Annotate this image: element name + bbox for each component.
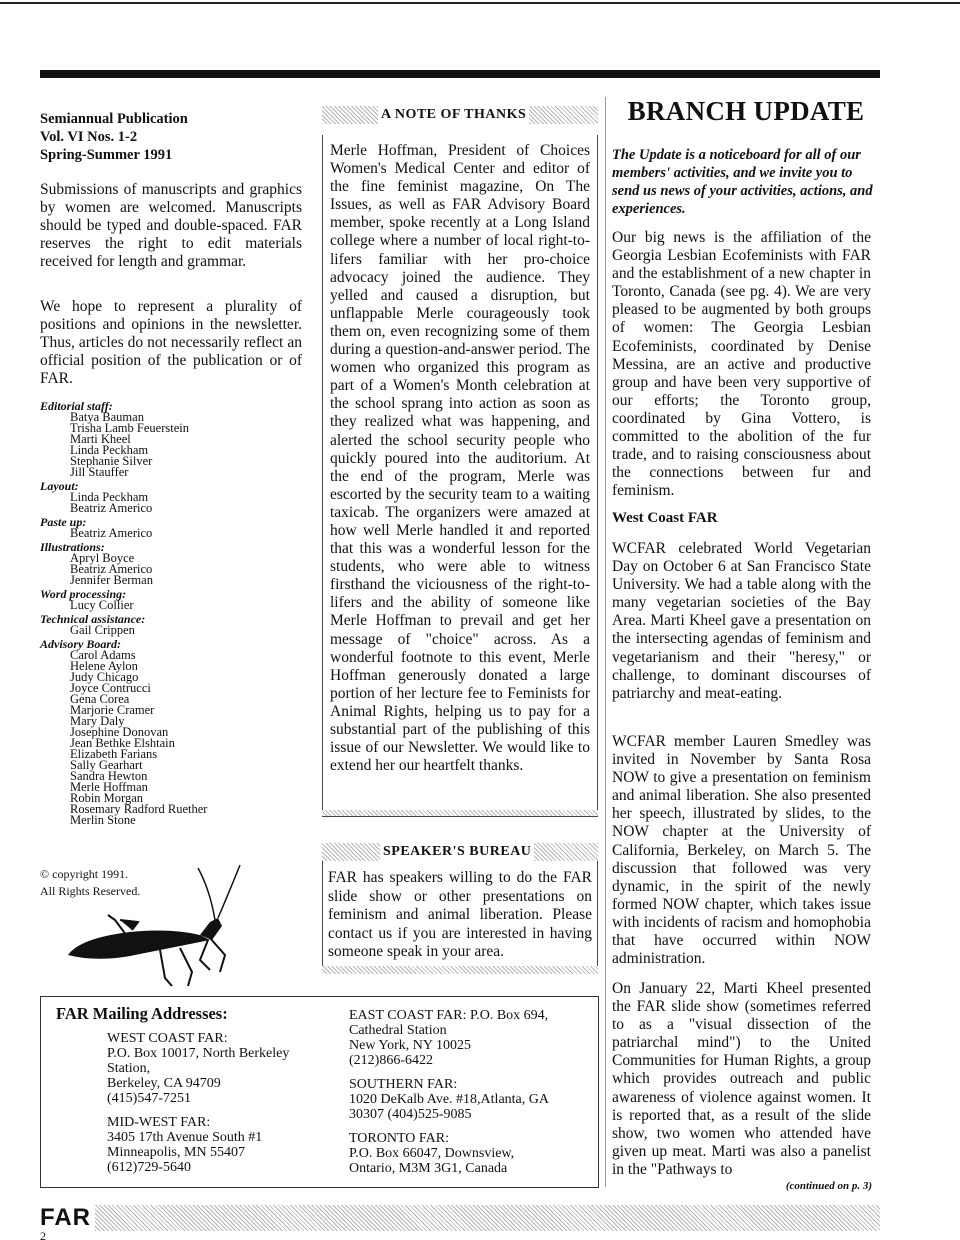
note-of-thanks-header bbox=[322, 106, 598, 124]
branch-update-intro: The Update is a noticeboard for all of our members' activities, and we invite you to send us news of your activities, actions, and experiences. bbox=[612, 147, 873, 217]
address-lines: Cathedral Station New York, NY 10025 (212)866-6422 bbox=[349, 1023, 471, 1068]
credit-name: Jennifer Berman bbox=[70, 573, 153, 587]
publication-info bbox=[40, 110, 310, 164]
footer-band bbox=[40, 1205, 880, 1231]
slide-show-paragraph: On January 22, Marti Kheel presented the FAR slide show (sometimes referred to as a "visual dissection of the patriarchal mind") to the United Communities for Human Rights, a group which provides outreach and public awareness of violence against women. It is reported that, as a result of the slide show, two women who attended have given up meat. Marti was also a panelist in the "Pathways to bbox=[612, 980, 871, 1178]
credit-name: Batya Bauman bbox=[70, 410, 144, 424]
address-lines: P.O. Box 10017, North Berkeley Station, Berkeley, CA 94709 (415)547-7251 bbox=[107, 1046, 290, 1106]
west-coast-far-subheading: West Coast FAR bbox=[612, 510, 718, 526]
credit-names bbox=[40, 600, 310, 611]
lauren-smedley-paragraph: WCFAR member Lauren Smedley was invited in November by Santa Rosa NOW to give a presentation on feminism and animal liberation. She also presented her speech, illustrated by slides, to the NOW chapter at the University of California, Berkeley, on March 5. The discussion that followed was very dynamic, in the spirit of the newly formed NOW chapter, which takes issue with incidents of racism and homophobia that have occurred within NOW administration. bbox=[612, 733, 871, 968]
credit-name: Mary Daly bbox=[70, 714, 125, 728]
credit-name: Judy Chicago bbox=[70, 670, 139, 684]
top-edge-line bbox=[0, 2, 960, 4]
credit-name: Linda Peckham bbox=[70, 490, 149, 504]
world-vegetarian-day-paragraph: WCFAR celebrated World Vegetarian Day on October 6 at San Francisco State University. We had a table along with the many vegetarian societies of the Bay Area. Marti Kheel gave a presentation on the intersecting agendas of feminism and vegetarianism and their "heresy," or challenge, to dominant discourses of patriarchy and meat-eating. bbox=[612, 540, 871, 702]
note-of-thanks-footer-band bbox=[322, 810, 598, 816]
mailing-addresses-title: FAR Mailing Addresses: bbox=[56, 1004, 228, 1023]
note-of-thanks-heading: A NOTE OF THANKS bbox=[378, 106, 529, 124]
praying-mantis-illustration bbox=[60, 860, 250, 990]
credit-name: Beatriz Americo bbox=[70, 526, 153, 540]
credit-name: Marti Kheel bbox=[70, 432, 131, 446]
speakers-bureau-body: FAR has speakers willing to do the FAR slide show or other presentations on feminism and animal liberation. Please contact us if you are interested in having someone speak in your area. bbox=[328, 869, 592, 960]
speakers-bureau-heading: SPEAKER'S BUREAU bbox=[380, 843, 534, 861]
address-name: SOUTHERN FAR: bbox=[349, 1077, 458, 1092]
credit-name: Josephine Donovan bbox=[70, 725, 169, 739]
credit-names bbox=[40, 412, 310, 478]
continued-note: (continued on p. 3) bbox=[785, 1180, 872, 1192]
address-block bbox=[107, 1115, 317, 1175]
credit-names bbox=[40, 650, 310, 826]
speakers-bureau-footer-band bbox=[322, 966, 598, 974]
credit-name: Apryl Boyce bbox=[70, 551, 135, 565]
credit-role: Illustrations: bbox=[40, 540, 105, 554]
credit-role: Technical assistance: bbox=[40, 612, 146, 626]
credit-name: Helene Aylon bbox=[70, 659, 138, 673]
publication-frequency: Semiannual Publication bbox=[40, 111, 188, 127]
credit-name: Robin Morgan bbox=[70, 791, 144, 805]
page-number: 2 bbox=[40, 1232, 46, 1240]
credit-role: Editorial staff: bbox=[40, 399, 113, 413]
credit-name: Beatriz Americo bbox=[70, 501, 153, 515]
address-lines: P.O. Box 66047, Downsview, Ontario, M3M 3G1, Canada bbox=[349, 1146, 515, 1176]
publication-season: Spring-Summer 1991 bbox=[40, 147, 173, 163]
header-rule bbox=[40, 70, 880, 78]
credit-name: Rosemary Radford Ruether bbox=[70, 802, 208, 816]
credit-name: Linda Peckham bbox=[70, 443, 149, 457]
note-of-thanks-body: Merle Hoffman, President of Choices Women's Medical Center and editor of the fine feminist magazine, On The Issues, as well as FAR Advisory Board member, spoke recently at a Long Island college where a number of local right-to-lifers familiar with her pro-choice advocacy joined the audience. They yelled and caused a disruption, but unflappable Merle courageously took them on, even recognizing some of them during a question-and-answer period. The women who organized this program as part of a Women's Month celebration at the school sprang into action as soon as they realized what was happening, and alerted the school security people who quickly poured into the auditorium. At the end of the program, Merle was escorted by the security team to a waiting taxicab. The organizers were amazed at how well Merle handled it and reported that this was a wonderful lesson for the students, who were able to witness firsthand the viciousness of the right-to-lifers and the ability of someone like Merle Hoffman to prevail and get her message of "choice" across. As a wonderful footnote to this event, Merle Hoffman generously donated a large portion of her lecture fee to Feminists for Animal Rights, helping us to pay for a substantial part of the publishing of this issue of our Newsletter. We would like to extend her our heartfelt thanks. bbox=[330, 142, 590, 775]
address-name: EAST COAST FAR: P.O. Box 694, bbox=[349, 1008, 549, 1023]
credit-name: Merle Hoffman bbox=[70, 780, 148, 794]
branch-news-paragraph: Our big news is the affiliation of the Georgia Lesbian Ecofeminists with FAR and the establishment of a new chapter in Toronto, Canada (see pg. 4). We are very pleased to be augmented by both groups of women: The Georgia Lesbian Ecofeminists, coordinated by Denise Messina, are an active and productive group and have been very supportive of our efforts; the Toronto group, coordinated by Gina Vottero, is committed to the abolition of the fur trade, and to raising consciousness about the connections between fur and feminism. bbox=[612, 229, 871, 500]
credit-names bbox=[40, 553, 310, 586]
credit-name: Marjorie Cramer bbox=[70, 703, 155, 717]
credit-name: Elizabeth Farians bbox=[70, 747, 158, 761]
credit-names bbox=[40, 492, 310, 514]
credit-name: Jean Bethke Elshtain bbox=[70, 736, 175, 750]
mailing-addresses-left bbox=[107, 1031, 317, 1184]
address-name: TORONTO FAR: bbox=[349, 1131, 449, 1146]
credit-name: Carol Adams bbox=[70, 648, 136, 662]
publication-volume: Vol. VI Nos. 1-2 bbox=[40, 129, 138, 145]
credit-name: Joyce Contrucci bbox=[70, 681, 151, 695]
plurality-paragraph: We hope to represent a plurality of positions and opinions in the newsletter. Thus, articles do not necessarily reflect an official position of the publication or of FAR. bbox=[40, 298, 302, 387]
address-block bbox=[107, 1031, 317, 1106]
address-name: WEST COAST FAR: bbox=[107, 1031, 228, 1046]
address-block bbox=[349, 1077, 559, 1122]
address-name: MID-WEST FAR: bbox=[107, 1115, 211, 1130]
credit-name: Gail Crippen bbox=[70, 623, 135, 637]
address-block bbox=[349, 1008, 559, 1068]
credit-role: Word processing: bbox=[40, 587, 127, 601]
credit-name: Lucy Collier bbox=[70, 598, 134, 612]
speakers-bureau-header bbox=[322, 843, 598, 861]
credit-role: Advisory Board: bbox=[40, 637, 121, 651]
credit-role: Layout: bbox=[40, 479, 79, 493]
credit-name: Stephanie Silver bbox=[70, 454, 153, 468]
credit-names bbox=[40, 528, 310, 539]
credit-names bbox=[40, 625, 310, 636]
column-divider bbox=[605, 97, 606, 1187]
credit-name: Merlin Stone bbox=[70, 813, 136, 827]
copyright-notice: © copyright 1991. All Rights Reserved. bbox=[40, 867, 141, 898]
credit-name: Sally Gearhart bbox=[70, 758, 143, 772]
far-logo: FAR bbox=[40, 1205, 95, 1231]
address-lines: 1020 DeKalb Ave. #18,Atlanta, GA 30307 (404)525-9085 bbox=[349, 1092, 549, 1122]
address-block bbox=[349, 1131, 559, 1176]
credit-name: Sandra Hewton bbox=[70, 769, 148, 783]
credit-name: Beatriz Americo bbox=[70, 562, 153, 576]
address-lines: 3405 17th Avenue South #1 Minneapolis, MN 55407 (612)729-5640 bbox=[107, 1130, 263, 1175]
credit-name: Gena Corea bbox=[70, 692, 130, 706]
credit-name: Jill Stauffer bbox=[70, 465, 129, 479]
mailing-addresses-right bbox=[349, 1008, 559, 1185]
credit-role: Paste up: bbox=[40, 515, 87, 529]
branch-update-title: BRANCH UPDATE bbox=[627, 96, 865, 126]
staff-credits bbox=[40, 398, 310, 826]
submissions-paragraph: Submissions of manuscripts and graphics by women are welcomed. Manuscripts should be typed and double-spaced. FAR reserves the right to edit materials received for length and grammar. bbox=[40, 181, 302, 270]
credit-name: Trisha Lamb Feuerstein bbox=[70, 421, 189, 435]
